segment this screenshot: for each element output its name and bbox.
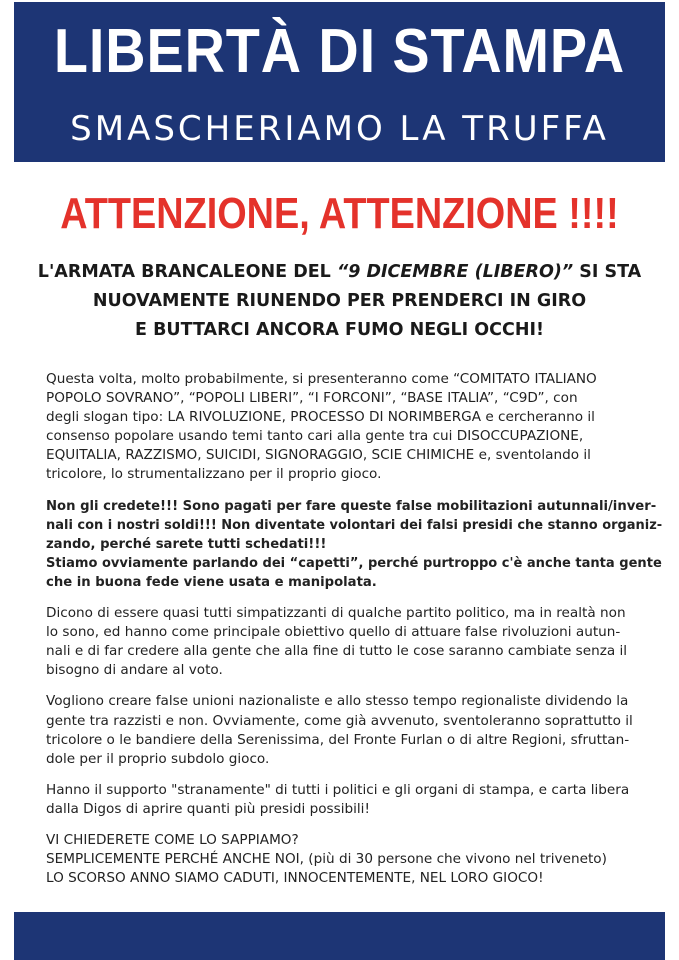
text-line: Dicono di essere quasi tutti simpatizzanti di qualche partito politico, ma in realtà non [46,605,626,622]
text-line: nali e di far credere alla gente che alla fine di tutto le cose saranno cambiate senza il [46,643,628,660]
text-line: gente tra razzisti e non. Ovviamente, come già avvenuto, sventoleranno soprattutto il [46,712,633,729]
text-line: consenso popolare usando temi tanto cari alla gente tra cui DISOCCUPAZIONE, [46,428,584,445]
attention-headline: ATTENZIONE, ATTENZIONE !!!! [60,189,619,238]
text-line: Stiamo ovviamente parlando dei “capetti”, perché purtroppo c'è anche tanta gente [46,555,662,571]
text-line: bisogno di andare al voto. [46,662,223,679]
subheading [30,258,649,345]
text-line: degli slogan tipo: LA RIVOLUZIONE, PROCESSO DI NORIMBERGA e cercheranno il [46,409,595,426]
text-line: dalla Digos di aprire quanti più presidi possibili! [46,800,370,817]
text-line: tricolore o le bandiere della Serenissima, del Fronte Furlan o di altre Regioni, sfruttan- [46,731,630,748]
paragraph-5 [46,781,662,819]
text-line: Hanno il supporto "stranamente" di tutti i politici e gli organi di stampa, e carta libera [46,781,630,798]
subheading-line-3: E BUTTARCI ANCORA FUMO NEGLI OCCHI! [135,320,544,340]
paragraph-1 [46,370,662,485]
paragraph-3 [46,604,662,680]
footer-band [14,912,665,960]
text-line: SEMPLICEMENTE PERCHÉ ANCHE NOI, (più di 30 persone che vivono nel triveneto) [46,851,607,868]
header-banner [14,2,665,162]
text-line: VI CHIEDERETE COME LO SAPPIAMO? [46,831,299,848]
page-subtitle: SMASCHERIAMO LA TRUFFA [70,109,609,149]
subheading-line-1: L'ARMATA BRANCALEONE DEL “9 DICEMBRE (LIBERO)” SI STA [37,262,642,282]
text-line: dole per il proprio subdolo gioco. [46,750,270,767]
text-line: Non gli credete!!! Sono pagati per fare queste false mobilitazioni autunnali/inver- [46,498,657,514]
text-line: zando, perché sarete tutti schedati!!! [46,536,327,552]
text-line: POPOLO SOVRANO”, “POPOLI LIBERI”, “I FORCONI”, “BASE ITALIA”, “C9D”, con [46,390,578,407]
text-line: Questa volta, molto probabilmente, si presenteranno come “COMITATO ITALIANO [46,371,597,387]
text-line: nali con i nostri soldi!!! Non diventate volontari dei falsi presidi che stanno organiz- [46,517,663,533]
paragraph-2-warning [46,497,662,592]
text-line: EQUITALIA, RAZZISMO, SUICIDI, SIGNORAGGIO, SCIE CHIMICHE e, sventolando il [46,447,591,464]
body-text [46,370,662,900]
text-line: LO SCORSO ANNO SIAMO CADUTI, INNOCENTEMENTE, NEL LORO GIOCO! [46,870,544,887]
paragraph-6 [46,831,662,888]
page-title: LIBERTÀ DI STAMPA [53,17,626,86]
text-line: lo sono, ed hanno come principale obiettivo quello di attuare false rivoluzioni autun- [46,624,621,641]
paragraph-4 [46,692,662,768]
subheading-line-2: NUOVAMENTE RIUNENDO PER PRENDERCI IN GIRO [92,291,587,311]
text-line: che in buona fede viene usata e manipolata. [46,574,377,590]
text-line: tricolore, lo strumentalizzano per il proprio gioco. [46,466,382,483]
text-line: Vogliono creare false unioni nazionaliste e allo stesso tempo regionaliste dividendo la [46,693,629,710]
